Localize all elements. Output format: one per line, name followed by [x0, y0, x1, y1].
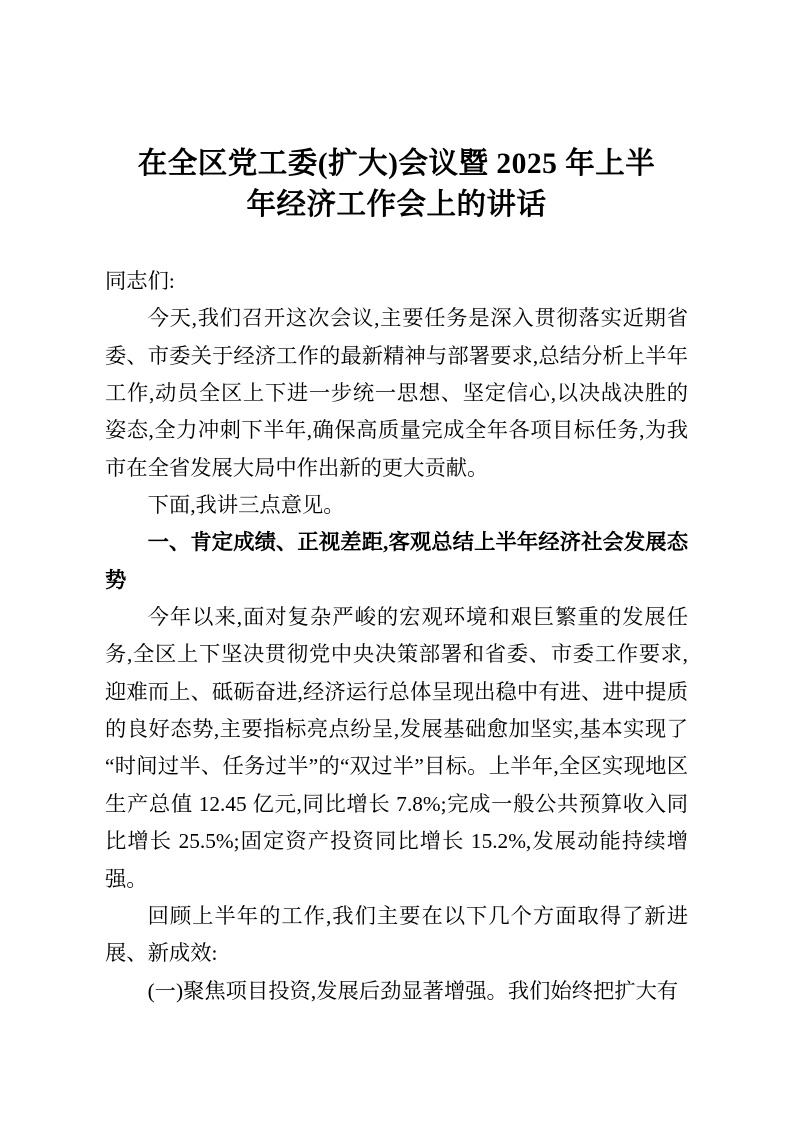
- paragraph-transition: 下面,我讲三点意见。: [147, 493, 345, 518]
- paragraph-salutation: 同志们:: [105, 269, 175, 293]
- paragraph-section-heading: 一、肯定成绩、正视差距,客观总结上半年经济社会发展态势: [105, 530, 688, 592]
- paragraph-section-body: 今年以来,面对复杂严峻的宏观环境和艰巨繁重的发展任务,全区上下坚决贯彻党中央决策部署和省委、市委工作要求,迎难而上、砥砺奋进,经济运行总体呈现出稳中有进、进中提质的良好态势,主要指标亮点纷呈,发展基础愈加坚实,基本实现了“时间过半、任务过半”的“双过半”目标。上半年,全区实现地区生产总值 12.45 亿元,同比增长 7.8%;完成一般公共预算收入同比增长 25.5%;固定资产投资同比增长 15.2%,发展动能持续增强。: [105, 605, 688, 891]
- paragraph-opening: 今天,我们召开这次会议,主要任务是深入贯彻落实近期省委、市委关于经济工作的最新精神与部署要求,总结分析上半年工作,动员全区上下进一步统一思想、坚定信心,以决战决胜的姿态,全力冲刺下半年,确保高质量完成全年各项目标任务,为我市在全省发展大局中作出新的更大贡献。: [105, 306, 688, 480]
- document-title: 在全区党工委(扩大)会议暨 2025 年上半年经济工作会上的讲话: [137, 148, 656, 221]
- paragraph-point-one: (一)聚焦项目投资,发展后劲显著增强。我们始终把扩大有: [147, 978, 679, 1003]
- document-body: [105, 263, 688, 1010]
- paragraph-review-intro: 回顾上半年的工作,我们主要在以下几个方面取得了新进展、新成效:: [105, 903, 688, 966]
